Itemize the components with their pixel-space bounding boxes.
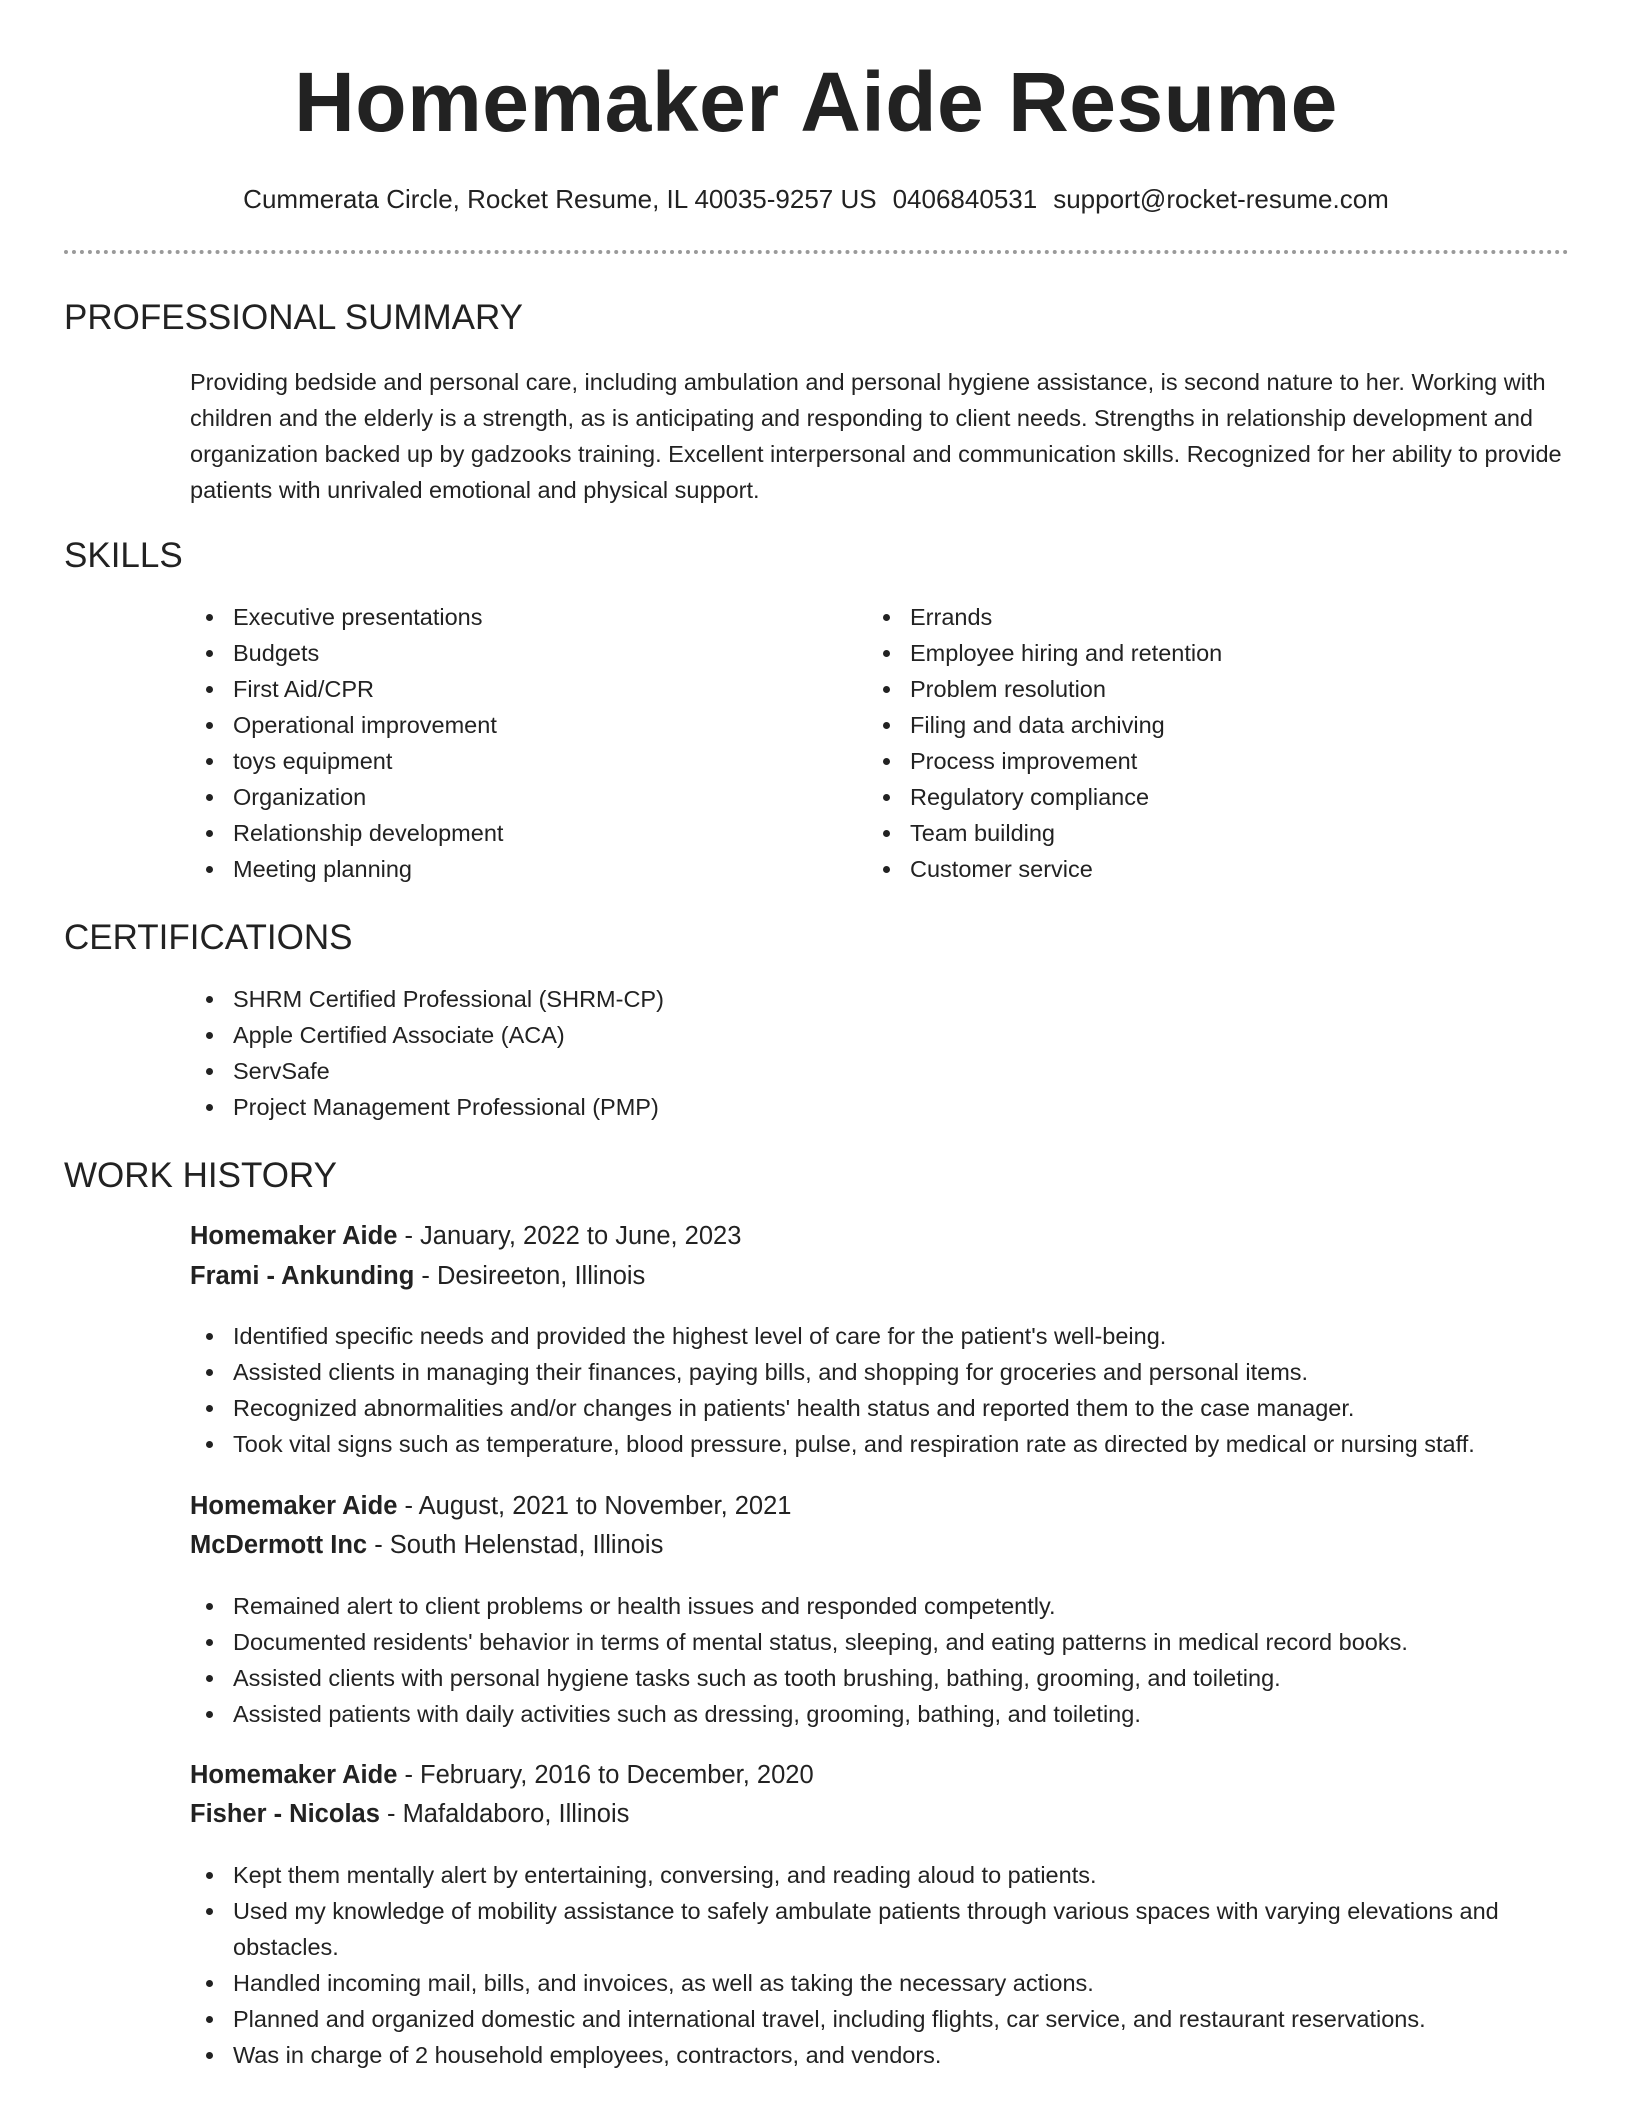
job-bullet: Assisted clients with personal hygiene tasks such as tooth brushing, bathing, grooming, and toileting.	[190, 1660, 1580, 1696]
skills-list-left	[190, 599, 830, 887]
job-company: Fisher - Nicolas	[190, 1800, 380, 1828]
job-company: Frami - Ankunding	[190, 1262, 415, 1290]
skill-item: Meeting planning	[190, 851, 830, 887]
job-bullet: Handled incoming mail, bills, and invoices, as well as taking the necessary actions.	[190, 1965, 1580, 2001]
certification-item: Apple Certified Associate (ACA)	[190, 1017, 1190, 1053]
certification-item: ServSafe	[190, 1053, 1190, 1089]
job-bullet: Was in charge of 2 household employees, contractors, and vendors.	[190, 2037, 1580, 2073]
job-title-line	[190, 1757, 814, 1793]
skill-item: Regulatory compliance	[867, 779, 1507, 815]
job-title-line	[190, 1218, 741, 1254]
job-bullet: Remained alert to client problems or health issues and responded competently.	[190, 1588, 1580, 1624]
certification-item: SHRM Certified Professional (SHRM-CP)	[190, 981, 1190, 1017]
job-bullet: Identified specific needs and provided the highest level of care for the patient's well-being.	[190, 1318, 1580, 1354]
skill-item: Problem resolution	[867, 671, 1507, 707]
skill-item: Organization	[190, 779, 830, 815]
skill-item: Executive presentations	[190, 599, 830, 635]
contact-email: support@rocket-resume.com	[1053, 184, 1389, 214]
job-dates: - August, 2021 to November, 2021	[397, 1492, 792, 1520]
job-bullet: Documented residents' behavior in terms of mental status, sleeping, and eating patterns in medical record books.	[190, 1624, 1580, 1660]
certifications-list	[190, 981, 1190, 1125]
skill-item: First Aid/CPR	[190, 671, 830, 707]
skill-item: Customer service	[867, 851, 1507, 887]
certification-item: Project Management Professional (PMP)	[190, 1089, 1190, 1125]
job-company-line	[190, 1258, 645, 1294]
job-dates: - February, 2016 to December, 2020	[397, 1761, 814, 1789]
contact-line	[0, 181, 1632, 217]
job-bullet: Recognized abnormalities and/or changes in patients' health status and reported them to the case manager.	[190, 1390, 1580, 1426]
job-title-line	[190, 1488, 791, 1524]
section-title-certifications: CERTIFICATIONS	[64, 918, 353, 957]
skill-item: toys equipment	[190, 743, 830, 779]
summary-text: Providing bedside and personal care, including ambulation and personal hygiene assistance, is second nature to her. Working with children and the elderly is a strength, as is anticipating and responding to client needs. Strengths in relationship development and organization backed up by gadzooks training. Excellent interpersonal and communication skills. Recognized for her ability to provide patients with unrivaled emotional and physical support.	[190, 369, 1562, 503]
job-bullets	[190, 1318, 1580, 1462]
job-bullet: Kept them mentally alert by entertaining, conversing, and reading aloud to patients.	[190, 1857, 1580, 1893]
skill-item: Errands	[867, 599, 1507, 635]
job-role: Homemaker Aide	[190, 1492, 398, 1520]
skill-item: Operational improvement	[190, 707, 830, 743]
job-company-line	[190, 1527, 663, 1563]
job-location: - South Helenstad, Illinois	[367, 1531, 664, 1559]
job-company: McDermott Inc	[190, 1531, 368, 1559]
job-role: Homemaker Aide	[190, 1761, 398, 1789]
header-divider	[64, 250, 1569, 254]
job-bullet: Assisted clients in managing their finances, paying bills, and shopping for groceries and personal items.	[190, 1354, 1580, 1390]
job-bullets	[190, 1857, 1580, 2073]
skill-item: Team building	[867, 815, 1507, 851]
resume-title: Homemaker Aide Resume	[294, 55, 1338, 149]
section-title-skills: SKILLS	[64, 536, 183, 575]
section-title-work-history: WORK HISTORY	[64, 1156, 337, 1195]
skill-item: Process improvement	[867, 743, 1507, 779]
job-bullets	[190, 1588, 1580, 1732]
contact-phone: 0406840531	[892, 184, 1038, 214]
job-location: - Mafaldaboro, Illinois	[379, 1800, 630, 1828]
skills-list-right	[867, 599, 1507, 887]
job-bullet: Assisted patients with daily activities such as dressing, grooming, bathing, and toileting.	[190, 1696, 1580, 1732]
job-company-line	[190, 1796, 629, 1832]
job-bullet: Took vital signs such as temperature, blood pressure, pulse, and respiration rate as directed by medical or nursing staff.	[190, 1426, 1580, 1462]
job-dates: - January, 2022 to June, 2023	[397, 1222, 742, 1250]
job-location: - Desireeton, Illinois	[414, 1262, 646, 1290]
contact-address: Cummerata Circle, Rocket Resume, IL 40035-9257 US	[243, 184, 877, 214]
job-bullet: Used my knowledge of mobility assistance to safely ambulate patients through various spaces with varying elevations and obstacles.	[190, 1893, 1580, 1965]
job-bullet: Planned and organized domestic and international travel, including flights, car service, and restaurant reservations.	[190, 2001, 1580, 2037]
skill-item: Employee hiring and retention	[867, 635, 1507, 671]
section-title-summary: PROFESSIONAL SUMMARY	[64, 298, 523, 337]
skill-item: Budgets	[190, 635, 830, 671]
job-role: Homemaker Aide	[190, 1222, 398, 1250]
skill-item: Relationship development	[190, 815, 830, 851]
skill-item: Filing and data archiving	[867, 707, 1507, 743]
